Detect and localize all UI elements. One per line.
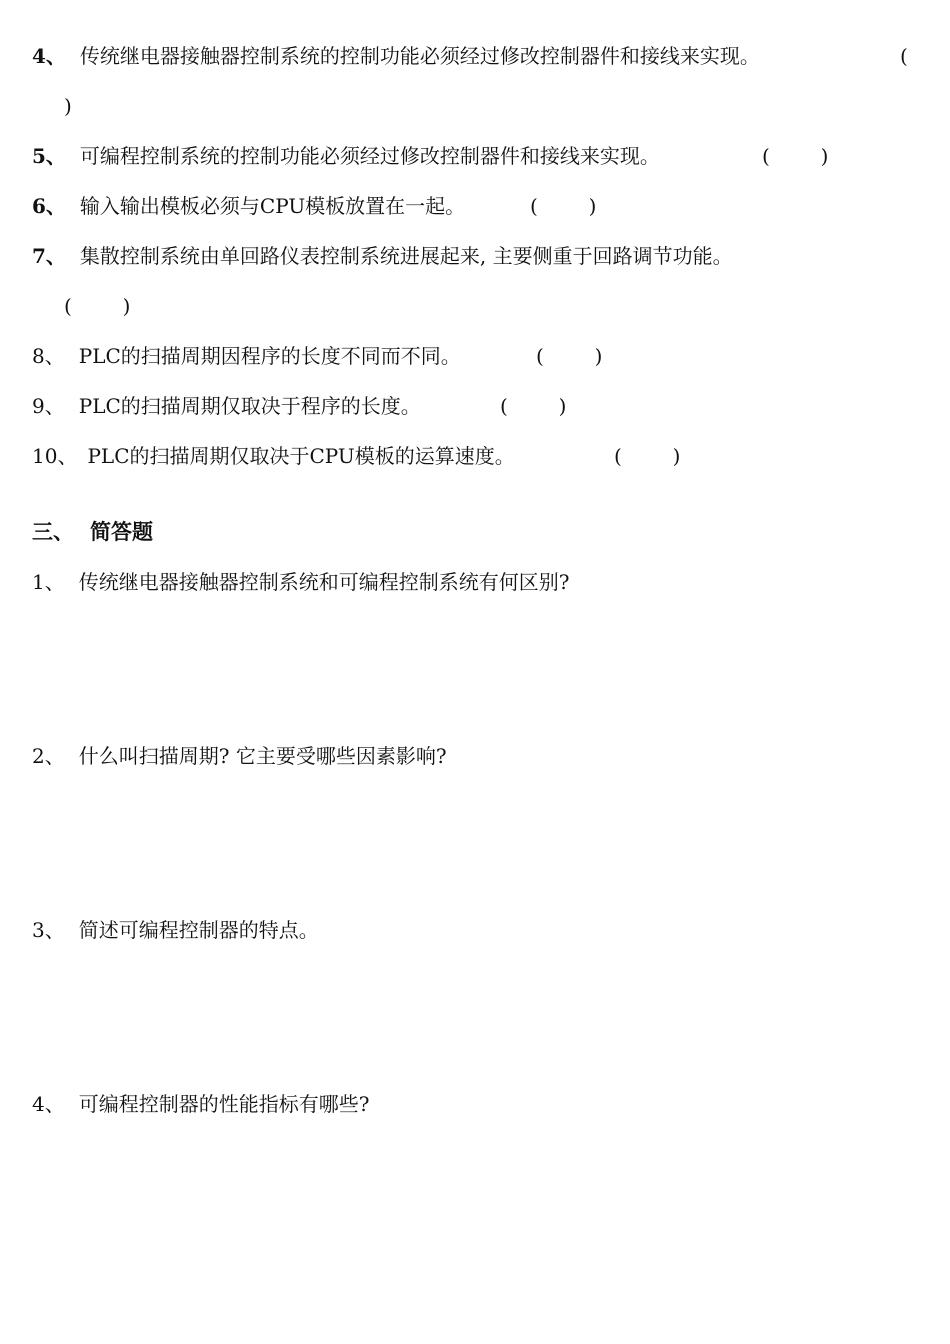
- question-number: 5、: [32, 144, 66, 168]
- question-number: 9、: [32, 394, 65, 418]
- question-number: 3、: [32, 918, 65, 942]
- question-6: [32, 192, 465, 220]
- question-number: 2、: [32, 744, 65, 768]
- question-number: 7、: [32, 244, 66, 268]
- answer-paren: ( ): [536, 344, 603, 368]
- answer-paren-close: ): [64, 94, 72, 118]
- question-text: PLC的扫描周期仅取决于CPU模板的运算速度。: [87, 444, 515, 468]
- question-7: [32, 242, 733, 270]
- short-answer-question-2: [32, 742, 447, 770]
- question-8: [32, 342, 461, 370]
- answer-paren: ( ): [762, 144, 829, 168]
- short-answer-question-3: [32, 916, 319, 944]
- question-text: 简述可编程控制器的特点。: [78, 918, 319, 942]
- answer-paren: ( ): [500, 394, 567, 418]
- short-answer-question-1: [32, 568, 569, 596]
- question-text: 什么叫扫描周期? 它主要受哪些因素影响?: [78, 744, 447, 768]
- question-number: 1、: [32, 570, 65, 594]
- question-4: [32, 42, 760, 70]
- answer-paren: ( ): [530, 194, 597, 218]
- question-9: [32, 392, 421, 420]
- section-number: 三、: [32, 519, 74, 544]
- section-title: 简答题: [90, 519, 153, 544]
- question-text: 输入输出模板必须与CPU模板放置在一起。: [79, 194, 466, 218]
- question-5: [32, 142, 660, 170]
- question-number: 4、: [32, 1092, 65, 1116]
- answer-paren: ( ): [614, 444, 681, 468]
- question-number: 10、: [32, 444, 78, 468]
- short-answer-question-4: [32, 1090, 369, 1118]
- question-number: 8、: [32, 344, 65, 368]
- question-text: 可编程控制系统的控制功能必须经过修改控制器件和接线来实现。: [79, 144, 660, 168]
- question-text: 集散控制系统由单回路仪表控制系统进展起来, 主要侧重于回路调节功能。: [79, 244, 733, 268]
- question-number: 6、: [32, 194, 66, 218]
- question-text: PLC的扫描周期因程序的长度不同而不同。: [78, 344, 461, 368]
- question-text: 传统继电器接触器控制系统和可编程控制系统有何区别?: [78, 570, 570, 594]
- question-text: 可编程控制器的性能指标有哪些?: [78, 1092, 370, 1116]
- question-number: 4、: [32, 44, 66, 68]
- question-text: 传统继电器接触器控制系统的控制功能必须经过修改控制器件和接线来实现。: [79, 44, 760, 68]
- answer-paren: ( ): [64, 294, 131, 318]
- answer-paren-open: (: [900, 44, 908, 68]
- question-text: PLC的扫描周期仅取决于程序的长度。: [78, 394, 421, 418]
- section-heading: [32, 518, 153, 546]
- question-10: [32, 442, 515, 470]
